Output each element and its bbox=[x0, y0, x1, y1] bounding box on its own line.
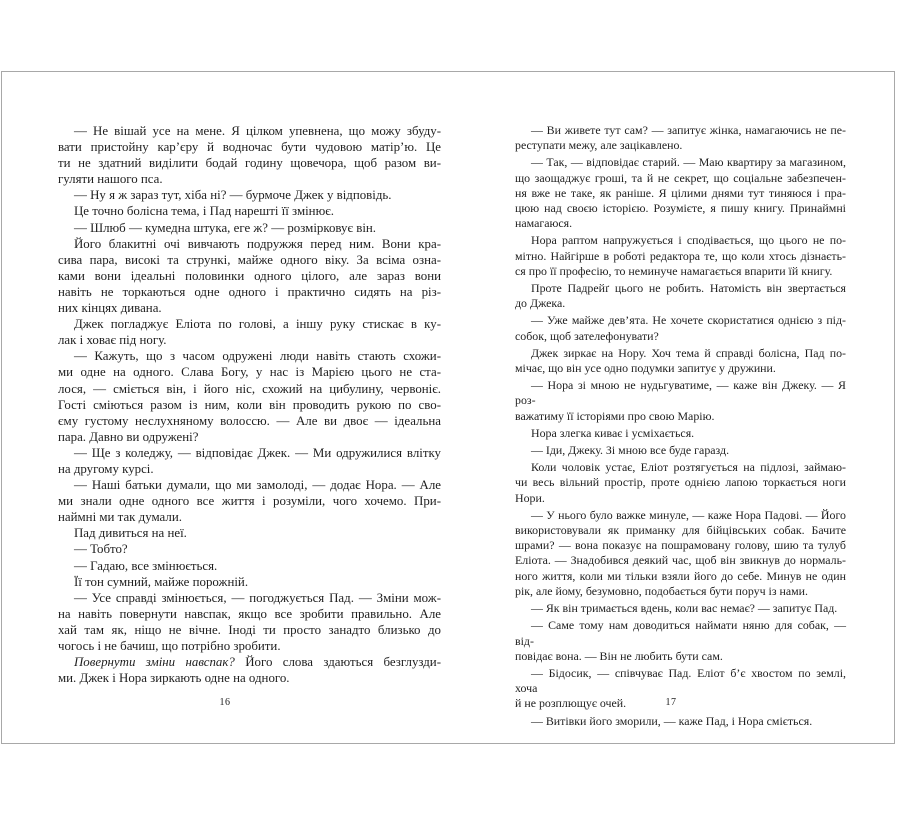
text-line: Проте Падрейґ цього не робить. Натомість він звертається bbox=[531, 281, 846, 296]
paragraph bbox=[515, 508, 846, 599]
text-line: Його блакитні очі вивчають подружжя перед ним. Вони кра- bbox=[74, 236, 441, 251]
text-line: намагаюся. bbox=[515, 216, 573, 231]
book-spread bbox=[1, 71, 895, 744]
text-line: чи весь вільний простір, проте однією лапою торкається ноги bbox=[515, 475, 846, 490]
text-line: цюю над своєю історією. Розумієте, я пишу книгу. Принаймні bbox=[515, 201, 846, 216]
text-line: мічає, що він усе одно подумки запитує у дружини. bbox=[515, 361, 776, 376]
page-number-right: 17 bbox=[665, 697, 677, 708]
text-line: ти не здатний виділити бодай годину щовечора, щоб разом ви- bbox=[58, 156, 441, 171]
paragraph bbox=[515, 123, 846, 153]
text-line: лося, — сміється він, і його ніс, схожий на цибулину, червоніє. bbox=[58, 381, 441, 396]
paragraph bbox=[58, 316, 441, 348]
paragraph bbox=[58, 654, 441, 686]
text-line: — Саме тому нам доводиться наймати няню для собак, — від- bbox=[515, 618, 846, 648]
text-line: — Тобто? bbox=[74, 542, 128, 557]
text-line: — Ви живете тут сам? — запитує жінка, намагаючись не пе- bbox=[531, 123, 846, 137]
text-line: — Шлюб — кумедна штука, еге ж? — розмірковує він. bbox=[74, 220, 377, 235]
text-line: — Усе справді змінюється, — погоджується Пад. — Зміни мож- bbox=[74, 590, 441, 605]
paragraph bbox=[58, 477, 441, 525]
paragraph bbox=[515, 378, 846, 424]
text-line: — Як він тримається вдень, коли вас немає? — запитує Пад. bbox=[531, 601, 838, 616]
text-line: Її тон сумний, майже порожній. bbox=[74, 574, 249, 589]
text-line: на навіть повернути навспак, якщо все зробити правильно. Але bbox=[58, 606, 441, 621]
text-line: лак і ховає під ногу. bbox=[58, 333, 167, 348]
page-left-text bbox=[58, 123, 441, 686]
text-line: повідає вона. — Він не любить бути сам. bbox=[515, 648, 723, 663]
text-line: навіть не торкаються одне одного і практично сидять на різ- bbox=[58, 284, 441, 299]
paragraph bbox=[58, 203, 441, 219]
text-line: Еліота. — Знадобився деякий час, щоб він звикнув до нормаль- bbox=[515, 553, 846, 568]
paragraph bbox=[58, 187, 441, 203]
paragraph bbox=[58, 220, 441, 236]
text-line: — Витівки його зморили, — каже Пад, і Нора сміється. bbox=[531, 713, 813, 728]
paragraph bbox=[58, 525, 441, 541]
text-line: Гості сміються разом із ним, коли він проводить рукою по сво- bbox=[58, 397, 441, 412]
page-right bbox=[448, 72, 894, 743]
text-line: Джек зиркає на Нору. Хоч тема й справді болісна, Пад по- bbox=[531, 345, 846, 360]
page-left bbox=[2, 72, 448, 743]
text-line: — Гадаю, все змінюється. bbox=[74, 558, 218, 573]
paragraph bbox=[515, 443, 846, 458]
text-line: — Бідосик, — співчуває Пад. Еліот б’є хвостом по землі, хоча bbox=[515, 665, 846, 696]
text-line: — Так, — відповідає старий. — Маю квартиру за магазином, bbox=[531, 155, 846, 170]
page-number-left: 16 bbox=[219, 697, 231, 708]
paragraph bbox=[515, 460, 846, 506]
text-line: — Ще з коледжу, — відповідає Джек. — Ми одружилися влітку bbox=[74, 445, 441, 460]
text-line: ми. Джек і Нора зиркають одне на одного. bbox=[58, 671, 290, 686]
text-line: Джек погладжує Еліота по голові, а іншу руку стискає в ку- bbox=[74, 317, 441, 332]
text-line: Нори. bbox=[515, 490, 545, 505]
text-line: пара. Давно ви одружені? bbox=[58, 429, 199, 444]
paragraph bbox=[58, 445, 441, 477]
text-line: — Ну я ж зараз тут, хіба ні? — бурмоче Джек у відповідь. bbox=[74, 188, 392, 203]
text-line: реступати межу, але зацікавлено. bbox=[515, 138, 683, 153]
text-line: вати пристойну кар’єру й водночас бути чудовою матір’ю. Це bbox=[58, 140, 441, 155]
text-line: ся про її професію, то неминуче намагається впарити їй книгу. bbox=[515, 263, 833, 278]
text-line: сива пара, високі та стрункі, майже одного віку. За всіма озна- bbox=[58, 252, 441, 267]
paragraph bbox=[515, 155, 846, 231]
text-line: ня вже не таке, як раніше. Я цілими днями тут тиняюся і пра- bbox=[515, 185, 846, 200]
text-line: — Кажуть, що з часом одружені люди навіть стають схожи- bbox=[74, 349, 441, 364]
text-line: що заощаджує гроші, та й не секрет, що соціальне забезпечен- bbox=[515, 170, 846, 185]
paragraph bbox=[515, 313, 846, 343]
text-line: — Іди, Джеку. Зі мною все буде гаразд. bbox=[531, 443, 730, 458]
text-line: використовували як приманку для бійцівських собак. Бачите bbox=[515, 523, 846, 538]
paragraph bbox=[58, 123, 441, 187]
text-line: ного життя, коли ми тільки взяли його до себе. Минув не один bbox=[515, 568, 846, 583]
text-line: них кінцях дивана. bbox=[58, 301, 162, 316]
text-line: хай там як, ніщо не вічне. Іноді ти просто занадто близько до bbox=[58, 622, 441, 637]
paragraph bbox=[515, 426, 846, 441]
text-line: ми одне на одного. Слава Богу, у нас із Марією цього не ста- bbox=[58, 365, 441, 380]
text-line: — Наші батьки думали, що ми замолоді, — додає Нора. — Але bbox=[74, 478, 441, 493]
text-line: собок, щоб зателефонувати? bbox=[515, 328, 659, 343]
text-line: Нора злегка киває і усміхається. bbox=[531, 425, 695, 440]
text-segment: Його слова здаються безглузди- bbox=[234, 655, 441, 670]
paragraph bbox=[515, 601, 846, 616]
text-line: мітно. Найгірше в роботі редактора те, що коли хтось дізнаєть- bbox=[515, 248, 846, 263]
text-line: на другому курсі. bbox=[58, 461, 154, 476]
text-line: Нора раптом напружується і сподівається, що цього не по- bbox=[531, 233, 846, 248]
paragraph bbox=[515, 714, 846, 729]
text-line: — Не вішай усе на мене. Я цілком упевнена, що можу збуду- bbox=[74, 124, 441, 138]
paragraph bbox=[58, 541, 441, 557]
text-line: Пад дивиться на неї. bbox=[74, 526, 187, 541]
paragraph bbox=[515, 346, 846, 376]
text-line: до Джека. bbox=[515, 296, 566, 311]
paragraph bbox=[515, 618, 846, 664]
text-line: — Нора зі мною не нудьгуватиме, — каже він Джеку. — Я роз- bbox=[515, 378, 846, 408]
text-line: — У нього було важке минуле, — каже Нора Падові. — Його bbox=[531, 507, 846, 522]
text-line: й не розплющує очей. bbox=[515, 696, 627, 711]
paragraph bbox=[58, 590, 441, 654]
italic-text-segment: Повернути зміни навспак? bbox=[74, 655, 235, 670]
page-right-text bbox=[515, 123, 846, 729]
text-line: рік, але йому, безумовно, подобається бути поруч із нами. bbox=[515, 583, 809, 598]
paragraph bbox=[515, 281, 846, 311]
text-line: Це точно болісна тема, і Пад нарешті її змінює. bbox=[74, 204, 334, 219]
paragraph bbox=[515, 233, 846, 279]
text-line: гуляти нашого пса. bbox=[58, 172, 163, 187]
text-line: ками вони ідеальні половинки одного цілого, але зараз вони bbox=[58, 268, 441, 283]
text-line: ми знали одне одного все життя і розуміли, чого хочемо. При- bbox=[58, 494, 441, 509]
paragraph bbox=[58, 558, 441, 574]
text-line bbox=[58, 654, 441, 670]
text-line: шрами? — вона показує на пошрамовану голову, шию та тулуб bbox=[515, 538, 846, 553]
text-line: важатиму її історіями про свою Марію. bbox=[515, 408, 715, 423]
paragraph bbox=[58, 574, 441, 590]
text-line: наймні ми так думали. bbox=[58, 510, 182, 525]
text-line: єму густому неслухняному волоссю. — Але ви двоє — ідеальна bbox=[58, 413, 441, 428]
paragraph bbox=[58, 236, 441, 316]
text-line: — Уже майже дев’ята. Не хочете скористатися однією з під- bbox=[531, 313, 846, 328]
text-line: чогось і не бачиш, що потрібно зробити. bbox=[58, 639, 281, 653]
text-line: Коли чоловік устає, Еліот розтягується на підлозі, займаю- bbox=[531, 460, 846, 475]
paragraph bbox=[58, 348, 441, 445]
